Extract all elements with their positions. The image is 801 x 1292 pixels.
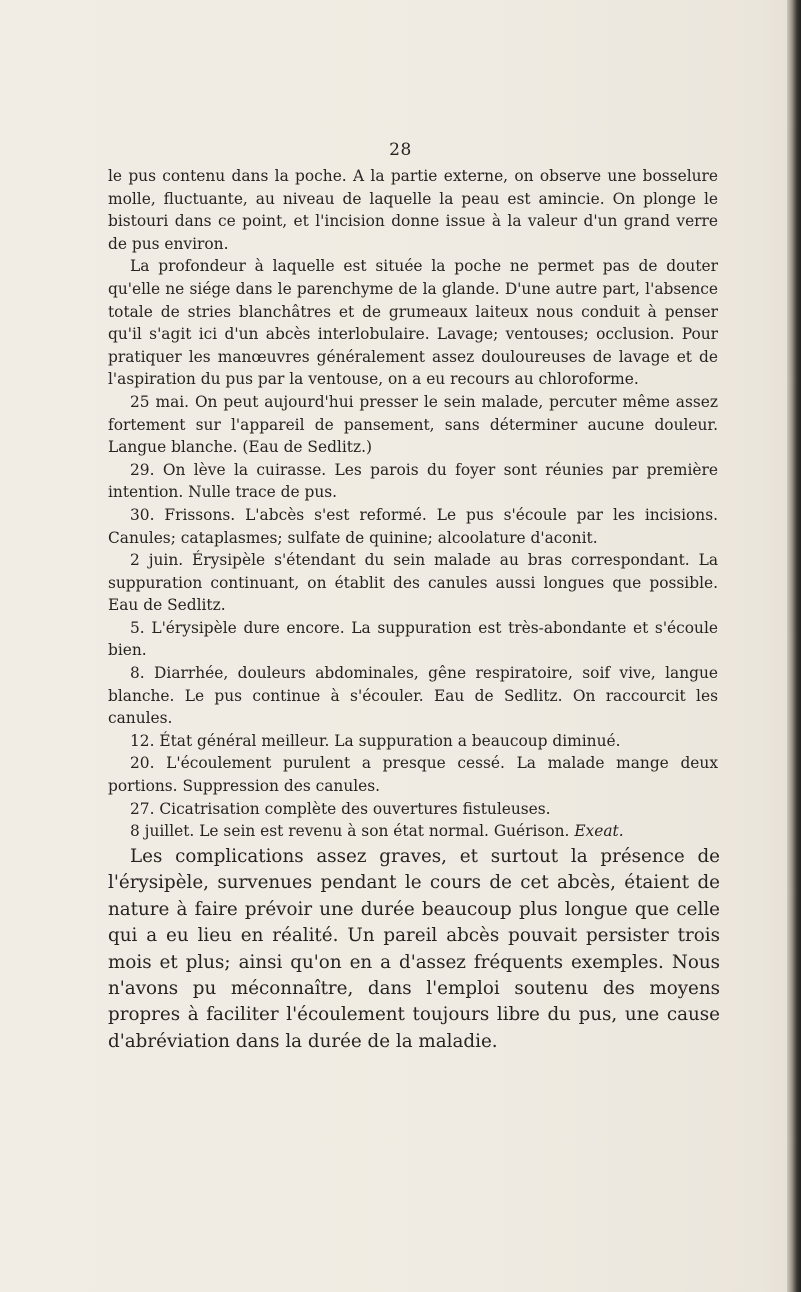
paragraph-12: 12. État général meilleur. La suppuration a beaucoup diminué. — [130, 731, 621, 750]
commentary — [108, 844, 720, 1055]
paragraph-27: 27. Cicatrisation complète des ouvertures fistuleuses. — [130, 799, 551, 818]
paragraph-commentary: Les complications assez graves, et surtout la présence de l'érysipèle, survenues pendant le cours de cet abcès, étaient de nature à faire prévoir une durée beaucoup plus longue que celle qui a eu lieu en réalité. Un pareil abcès pouvait persister trois mois et plus; ainsi qu'on en a d'assez fréquents exemples. Nous n'avons pu méconnaître, dans l'emploi soutenu des moyens propres à faciliter l'écoulement toujours libre du pus, une cause d'abréviation dans la durée de la maladie. — [108, 846, 720, 1052]
july-8-text: 8 juillet. Le sein est revenu à son état normal. Guérison. — [130, 822, 570, 841]
case-notes — [108, 165, 718, 843]
paragraph-depth: La profondeur à laquelle est située la poche ne permet pas de douter qu'elle ne siége dans le parenchyme de la glande. D'une autre part, l'absence totale de stries blanchâtres et de grumeaux laiteux nous conduit à penser qu'il s'agit ici d'un abcès interlobulaire. Lavage; ventouses; occlusion. Pour pratiquer les manœuvres généralement assez douloureuses de lavage et de l'aspiration du pus par la ventouse, on a eu recours au chloroforme. — [108, 257, 718, 389]
exeat-italic: Exeat. — [574, 822, 624, 841]
paragraph-continuation: le pus contenu dans la poche. A la partie externe, on observe une bosselure molle, fluctuante, au niveau de laquelle la peau est amincie. On plonge le bistouri dans ce point, et l'incision donne issue à la valeur d'un grand verre de pus environ. — [108, 167, 718, 253]
paragraph-june-2: 2 juin. Érysipèle s'étendant du sein malade au bras correspondant. La suppuration continuant, on établit des canules aussi longues que possible. Eau de Sedlitz. — [108, 551, 718, 615]
paragraph-29: 29. On lève la cuirasse. Les parois du foyer sont réunies par première intention. Nulle trace de pus. — [108, 460, 718, 502]
paragraph-30: 30. Frissons. L'abcès s'est reformé. Le pus s'écoule par les incisions. Canules; cataplasmes; sulfate de quinine; alcoolature d'aconit. — [108, 505, 718, 547]
paragraph-july-8 — [108, 820, 718, 843]
paragraph-20: 20. L'écoulement purulent a presque cessé. La malade mange deux portions. Suppression des canules. — [108, 754, 718, 796]
paragraph-5: 5. L'érysipèle dure encore. La suppuration est très-abondante et s'écoule bien. — [108, 618, 718, 660]
paragraph-may-25: 25 mai. On peut aujourd'hui presser le sein malade, percuter même assez fortement sur l'appareil de pansement, sans déterminer aucune douleur. Langue blanche. (Eau de Sedlitz.) — [108, 392, 718, 457]
paragraph-8: 8. Diarrhée, douleurs abdominales, gêne respiratoire, soif vive, langue blanche. Le pus continue à s'écouler. Eau de Sedlitz. On raccourcit les canules. — [108, 664, 718, 728]
page-edge-shadow — [787, 0, 801, 1292]
page-number: 28 — [389, 140, 412, 160]
